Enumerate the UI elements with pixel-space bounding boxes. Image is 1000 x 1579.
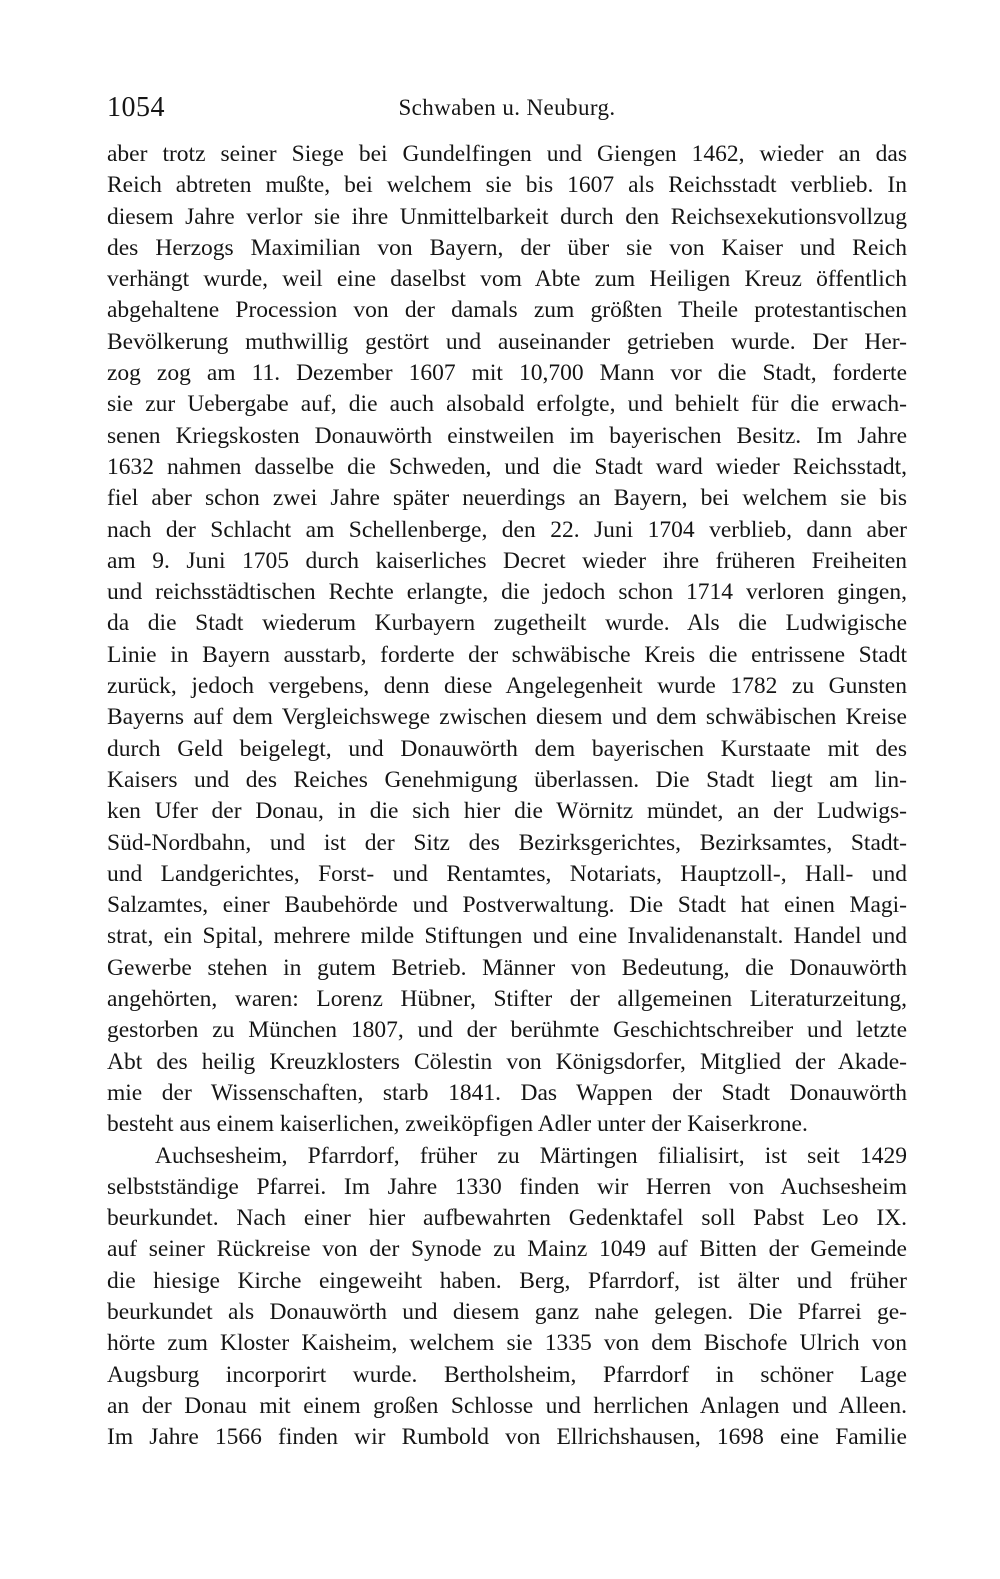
text-line: beurkundet. Nach einer hier aufbewahrten Gedenktafel soll Pabst Leo IX. (107, 1205, 907, 1232)
text-line: da die Stadt wiederum Kurbayern zugetheilt wurde. Als die Ludwigische (107, 610, 907, 637)
text-line: zog zog am 11. Dezember 1607 mit 10,700 Mann vor die Stadt, forderte (107, 360, 907, 387)
text-line: auf seiner Rückreise von der Synode zu Mainz 1049 auf Bitten der Gemeinde (107, 1236, 907, 1263)
body-text (107, 139, 907, 1453)
paragraph-start-line: Auchsesheim, Pfarrdorf, früher zu Märtingen filialisirt, ist seit 1429 (155, 1142, 907, 1169)
text-line: hörte zum Kloster Kaisheim, welchem sie 1335 von dem Bischofe Ulrich von (107, 1330, 907, 1357)
text-line: angehörten, waren: Lorenz Hübner, Stifter der allgemeinen Literaturzeitung, (107, 986, 907, 1013)
text-line: durch Geld beigelegt, und Donauwörth dem bayerischen Kurstaate mit des (107, 735, 907, 762)
text-line: die hiesige Kirche eingeweiht haben. Berg, Pfarrdorf, ist älter und früher (107, 1267, 907, 1294)
text-line: ken Ufer der Donau, in die sich hier die Wörnitz mündet, an der Ludwigs- (107, 798, 907, 825)
text-line: an der Donau mit einem großen Schlosse und herrlichen Anlagen und Alleen. (107, 1392, 907, 1419)
text-line: Gewerbe stehen in gutem Betrieb. Männer von Bedeutung, die Donauwörth (107, 954, 907, 981)
text-line: Reich abtreten mußte, bei welchem sie bis 1607 als Reichsstadt verblieb. In (107, 172, 907, 199)
text-line: Linie in Bayern ausstarb, forderte der schwäbische Kreis die entrissene Stadt (107, 641, 907, 668)
page-number: 1054 (107, 92, 165, 123)
text-line: 1632 nahmen dasselbe die Schweden, und die Stadt ward wieder Reichsstadt, (107, 453, 907, 480)
text-line: des Herzogs Maximilian von Bayern, der über sie von Kaiser und Reich (107, 234, 907, 261)
text-line: diesem Jahre verlor sie ihre Unmittelbarkeit durch den Reichsexekutionsvollzug (107, 203, 907, 230)
text-line: Im Jahre 1566 finden wir Rumbold von Ellrichshausen, 1698 eine Familie (107, 1424, 907, 1451)
text-line: senen Kriegskosten Donauwörth einstweilen im bayerischen Besitz. Im Jahre (107, 422, 907, 449)
text-line: Abt des heilig Kreuzklosters Cölestin von Königsdorfer, Mitglied der Akade- (107, 1048, 907, 1075)
text-line: Bevölkerung muthwillig gestört und auseinander getrieben wurde. Der Her- (107, 328, 907, 355)
paragraph-end-line: besteht aus einem kaiserlichen, zweiköpfigen Adler unter der Kaiserkrone. (107, 1111, 808, 1138)
text-line: Kaisers und des Reiches Genehmigung überlassen. Die Stadt liegt am lin- (107, 766, 907, 793)
text-line: Salzamtes, einer Baubehörde und Postverwaltung. Die Stadt hat einen Magi- (107, 892, 907, 919)
text-line: am 9. Juni 1705 durch kaiserliches Decret wieder ihre früheren Freiheiten (107, 547, 907, 574)
text-line: fiel aber schon zwei Jahre später neuerdings an Bayern, bei welchem sie bis (107, 485, 907, 512)
text-line: sie zur Uebergabe auf, die auch alsobald erfolgte, und behielt für die erwach- (107, 391, 907, 418)
text-line: Augsburg incorporirt wurde. Bertholsheim, Pfarrdorf in schöner Lage (107, 1361, 907, 1388)
text-line: aber trotz seiner Siege bei Gundelfingen und Giengen 1462, wieder an das (107, 141, 907, 167)
running-head (107, 88, 907, 128)
text-line: gestorben zu München 1807, und der berühmte Geschichtschreiber und letzte (107, 1017, 907, 1044)
text-line: Süd-Nordbahn, und ist der Sitz des Bezirksgerichtes, Bezirksamtes, Stadt- (107, 829, 907, 856)
text-line: abgehaltene Procession von der damals zum größten Theile protestantischen (107, 297, 907, 324)
running-title: Schwaben u. Neuburg. (398, 95, 616, 120)
text-line: beurkundet als Donauwörth und diesem ganz nahe gelegen. Die Pfarrei ge- (107, 1298, 907, 1325)
text-line: Bayerns auf dem Vergleichswege zwischen diesem und dem schwäbischen Kreise (107, 704, 907, 731)
text-line: verhängt wurde, weil eine daselbst vom Abte zum Heiligen Kreuz öffentlich (107, 266, 907, 293)
text-line: strat, ein Spital, mehrere milde Stiftungen und eine Invalidenanstalt. Handel und (107, 923, 907, 950)
text-line: selbstständige Pfarrei. Im Jahre 1330 finden wir Herren von Auchsesheim (107, 1173, 907, 1200)
text-line: und reichsstädtischen Rechte erlangte, die jedoch schon 1714 verloren gingen, (107, 579, 907, 606)
text-line: zurück, jedoch vergebens, denn diese Angelegenheit wurde 1782 zu Gunsten (107, 673, 907, 700)
text-line: mie der Wissenschaften, starb 1841. Das Wappen der Stadt Donauwörth (107, 1079, 907, 1106)
text-line: und Landgerichtes, Forst- und Rentamtes, Notariats, Hauptzoll-, Hall- und (107, 860, 907, 887)
text-line: nach der Schlacht am Schellenberge, den 22. Juni 1704 verblieb, dann aber (107, 516, 907, 543)
